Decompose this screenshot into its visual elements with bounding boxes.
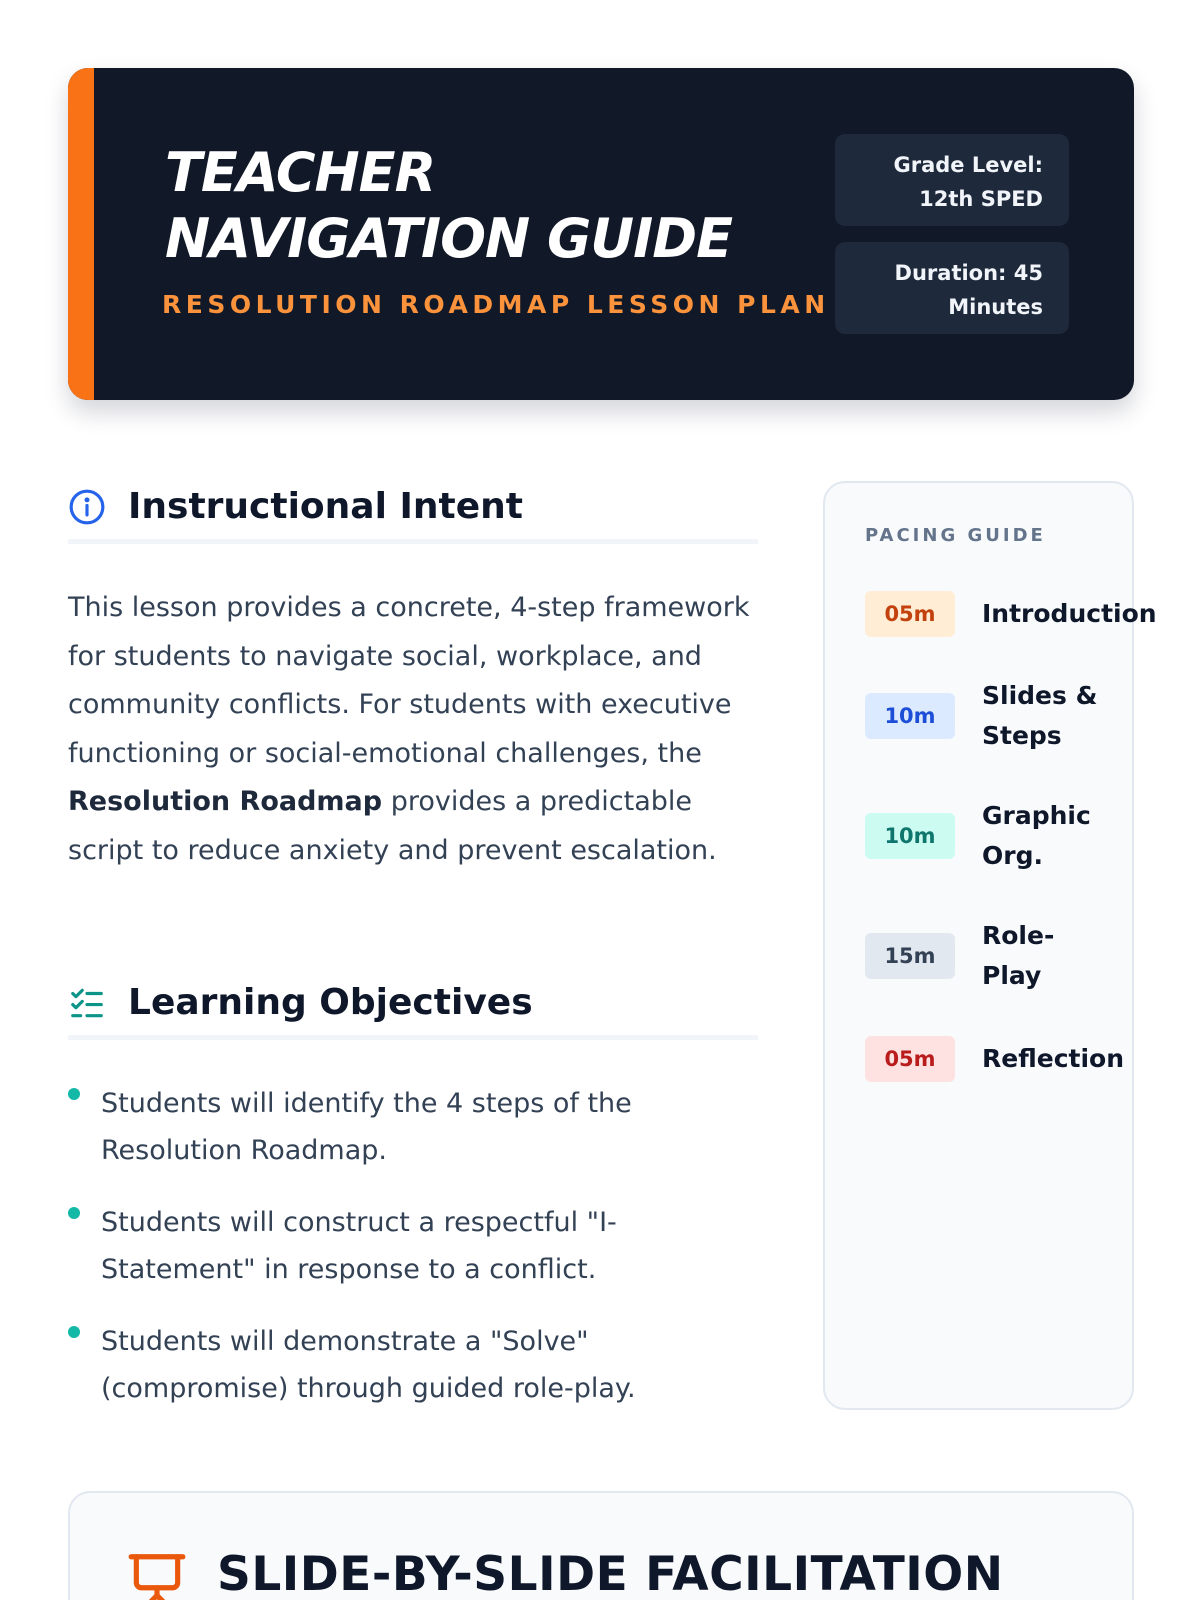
pacing-item-reflection: [865, 1036, 1124, 1082]
lesson-header: [68, 68, 1134, 400]
pacing-label-line-1: Graphic: [982, 801, 1091, 830]
grade-label: Grade Level:: [893, 153, 1043, 177]
pacing-label-line-1: Slides &: [982, 681, 1098, 710]
objective-text: Students will construct a respectful "I-Statement" in response to a conflict.: [101, 1207, 617, 1285]
info-icon: [68, 488, 106, 526]
pacing-item-label: [982, 916, 1054, 996]
list-item: [68, 1199, 758, 1293]
pacing-item-label: [982, 1039, 1124, 1079]
pacing-label-line-1: Reflection: [982, 1044, 1125, 1073]
learning-objectives-heading: [68, 980, 758, 1040]
title-line-2: NAVIGATION GUIDE: [165, 207, 732, 270]
pacing-item-label: [982, 676, 1097, 756]
grade-level-badge: [835, 134, 1069, 226]
pacing-label-line-2: Play: [982, 961, 1042, 990]
pacing-item-role-play: [865, 916, 1054, 996]
pacing-item-introduction: [865, 591, 1157, 637]
time-badge: 10m: [865, 693, 955, 739]
presentation-icon: [126, 1549, 188, 1600]
checklist-icon: [68, 984, 106, 1022]
pacing-label-line-2: Org.: [982, 841, 1043, 870]
duration-value: Minutes: [948, 295, 1043, 319]
pacing-item-graphic-org: [865, 796, 1091, 876]
duration-label: Duration: 45: [894, 261, 1043, 285]
bullet-dot: [68, 1326, 80, 1338]
pacing-label-line-1: Role-: [982, 921, 1055, 950]
bullet-dot: [68, 1088, 80, 1100]
title-line-1: TEACHER: [165, 141, 436, 204]
list-item: [68, 1080, 758, 1174]
accent-stripe: [68, 68, 94, 400]
duration-badge: [835, 242, 1069, 334]
intent-text-bold: Resolution Roadmap: [68, 786, 383, 817]
time-badge: 10m: [865, 813, 955, 859]
page-title: [165, 140, 825, 272]
pacing-guide-label: PACING GUIDE: [865, 525, 1046, 546]
intent-paragraph: [68, 584, 768, 875]
intent-text-start: This lesson provides a concrete, 4-step framework for students to navigate social, workplace, and community conflicts. For students with executive functioning or social-emotional challenges, the: [68, 592, 750, 769]
grade-value: 12th SPED: [919, 187, 1043, 211]
section-title: SLIDE-BY-SLIDE FACILITATION: [217, 1547, 1004, 1600]
pacing-item-label: [982, 796, 1091, 876]
objective-text: Students will demonstrate a "Solve" (compromise) through guided role-play.: [101, 1326, 636, 1404]
intent-text-end: provides a predictable script to reduce anxiety and prevent escalation.: [68, 786, 717, 866]
pacing-guide: [823, 481, 1157, 1410]
page-subtitle: RESOLUTION ROADMAP LESSON PLAN: [162, 290, 830, 319]
pacing-label-line-1: Introduction: [982, 599, 1157, 628]
time-badge: 05m: [865, 1036, 955, 1082]
objectives-list: [68, 1080, 758, 1437]
pacing-label-line-2: Steps: [982, 721, 1062, 750]
pacing-item-label: [982, 594, 1157, 634]
pacing-item-slides: [865, 676, 1097, 756]
section-title: Learning Objectives: [128, 982, 533, 1023]
section-title: Instructional Intent: [128, 486, 523, 527]
objective-text: Students will identify the 4 steps of the Resolution Roadmap.: [101, 1088, 632, 1166]
list-item: [68, 1318, 758, 1412]
time-badge: 05m: [865, 591, 955, 637]
bullet-dot: [68, 1207, 80, 1219]
instructional-intent-heading: [68, 484, 758, 544]
time-badge: 15m: [865, 933, 955, 979]
facilitation-section: [68, 1491, 1134, 1600]
